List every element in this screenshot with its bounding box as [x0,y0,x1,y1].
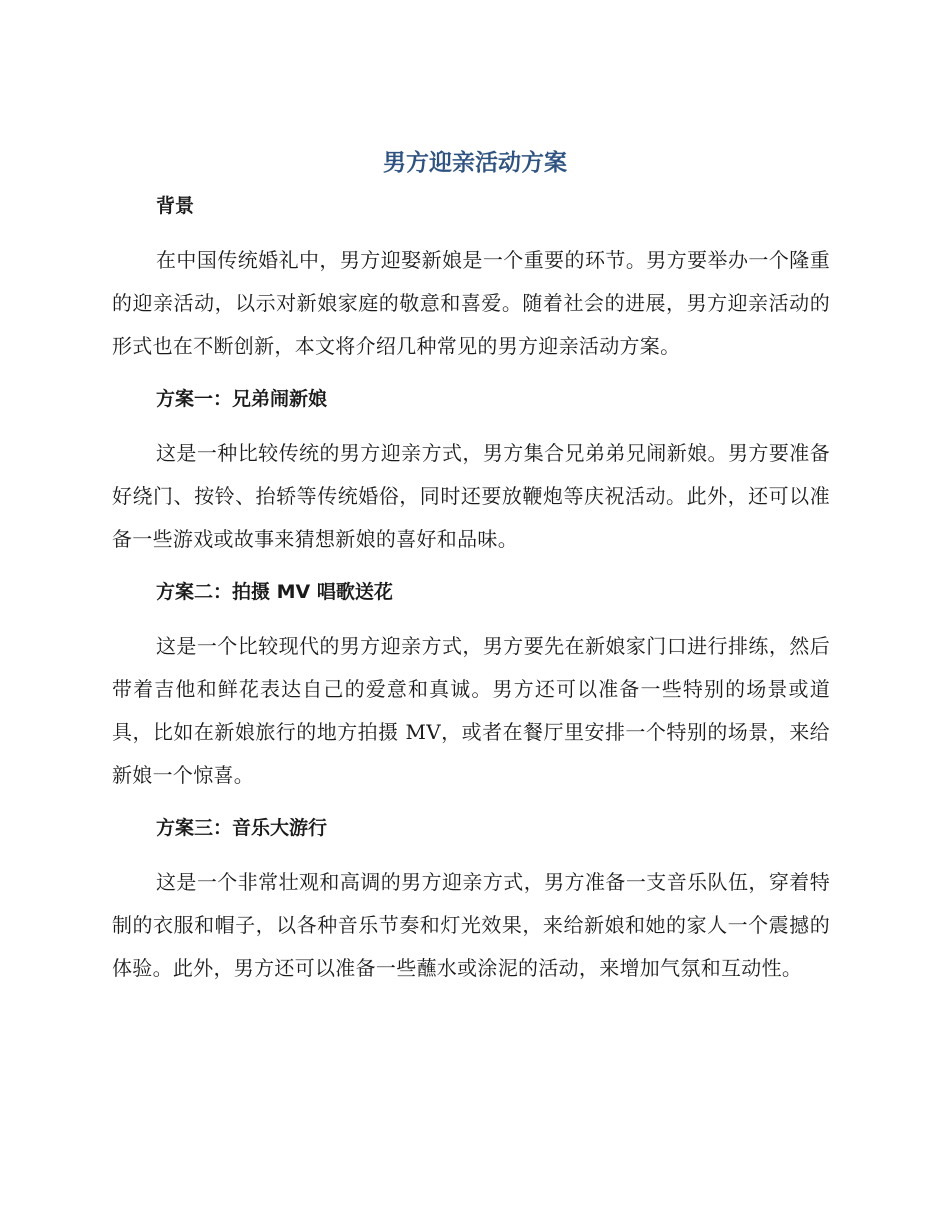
section-heading: 方案一：兄弟闹新娘 [156,388,328,410]
section-heading: 方案三：音乐大游行 [156,817,328,839]
section-plan-two [112,572,830,808]
section-paragraph: 在中国传统婚礼中，男方迎娶新娘是一个重要的环节。男方要举办一个隆重的迎亲活动，以示对新娘家庭的敬意和喜爱。随着社会的进展，男方迎亲活动的形式也在不断创新，本文将介绍几种常见的男方迎亲活动方案。 [112,248,830,358]
section-paragraph: 这是一个非常壮观和高调的男方迎亲方式，男方准备一支音乐队伍，穿着特制的衣服和帽子，以各种音乐节奏和灯光效果，来给新娘和她的家人一个震撼的体验。此外，男方还可以准备一些蘸水或涂泥的活动，来增加气氛和互动性。 [112,870,830,980]
section-plan-three [112,808,830,990]
document-body [112,186,830,990]
section-paragraph: 这是一种比较传统的男方迎亲方式，男方集合兄弟弟兄闹新娘。男方要准备好绕门、按铃、抬轿等传统婚俗，同时还要放鞭炮等庆祝活动。此外，还可以准备一些游戏或故事来猜想新娘的喜好和品味。 [112,441,830,551]
document-title: 男方迎亲活动方案 [383,150,567,176]
section-heading: 背景 [156,195,195,217]
section-plan-one [112,379,830,572]
section-heading: 方案二：拍摄 MV 唱歌送花 [156,581,393,603]
section-paragraph: 这是一个比较现代的男方迎亲方式，男方要先在新娘家门口进行排练，然后带着吉他和鲜花表达自己的爱意和真诚。男方还可以准备一些特别的场景或道具，比如在新娘旅行的地方拍摄 MV，或者在餐厅里安排一个特别的场景，来给新娘一个惊喜。 [112,634,830,787]
section-background [112,186,830,379]
